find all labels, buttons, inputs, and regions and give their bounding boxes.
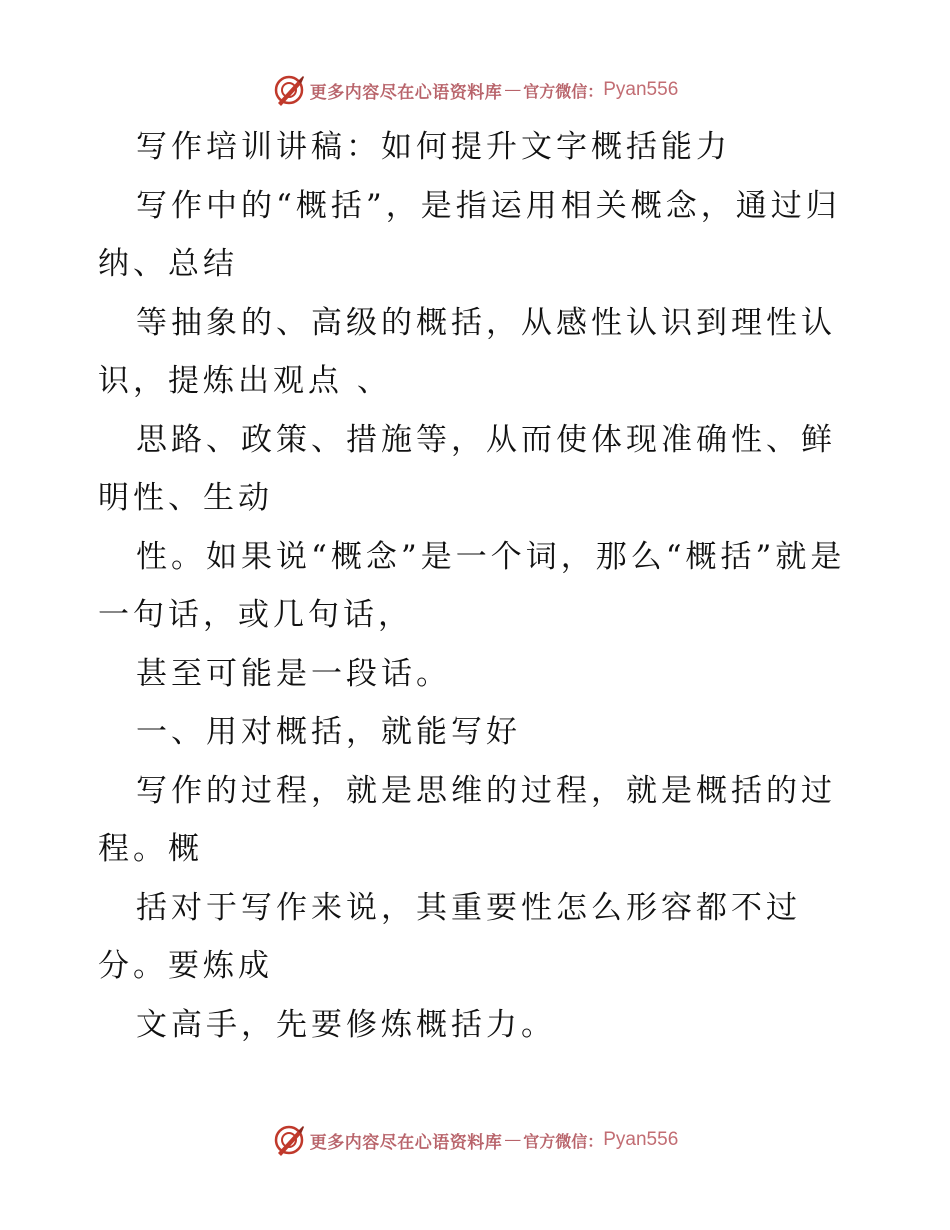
paragraph: 性。如果说“概念”是一个词，那么“概括”就是一句话，或几句话，	[98, 538, 846, 633]
header-dash: —	[504, 80, 522, 100]
paragraph: 甚至可能是一段话。	[136, 655, 451, 692]
document-title: 写作培训讲稿：如何提升文字概括能力	[136, 129, 731, 165]
footer-wechat-label: 官方微信：	[523, 1131, 604, 1151]
footer-site-text: 更多内容尽在心语资料库	[309, 1132, 503, 1153]
header-wechat-id: Pyan556	[603, 79, 679, 100]
header-site-text: 更多内容尽在心语资料库	[309, 82, 503, 103]
paragraph: 写作中的“概括”，是指运用相关概念，通过归纳、总结	[98, 187, 841, 282]
pen-logo-icon	[272, 73, 306, 107]
footer-wechat-id: Pyan556	[603, 1129, 679, 1150]
header-banner	[0, 70, 950, 110]
pen-logo-icon	[272, 1123, 306, 1157]
paragraph: 等抽象的、高级的概括，从感性认识到理性认识，提炼出观点 、	[98, 304, 836, 399]
paragraph: 括对于写作来说，其重要性怎么形容都不过分。要炼成	[98, 889, 801, 984]
section-heading: 一、用对概括，就能写好	[136, 714, 521, 750]
document-body	[98, 118, 858, 1054]
paragraph: 写作的过程，就是思维的过程，就是概括的过程。概	[98, 772, 836, 867]
header-wechat-label: 官方微信：	[523, 81, 604, 101]
footer-banner	[0, 1120, 950, 1160]
paragraph: 文高手，先要修炼概括力。	[136, 1006, 556, 1043]
paragraph: 思路、政策、措施等，从而使体现准确性、鲜明性、生动	[98, 421, 836, 516]
footer-dash: —	[504, 1130, 522, 1150]
